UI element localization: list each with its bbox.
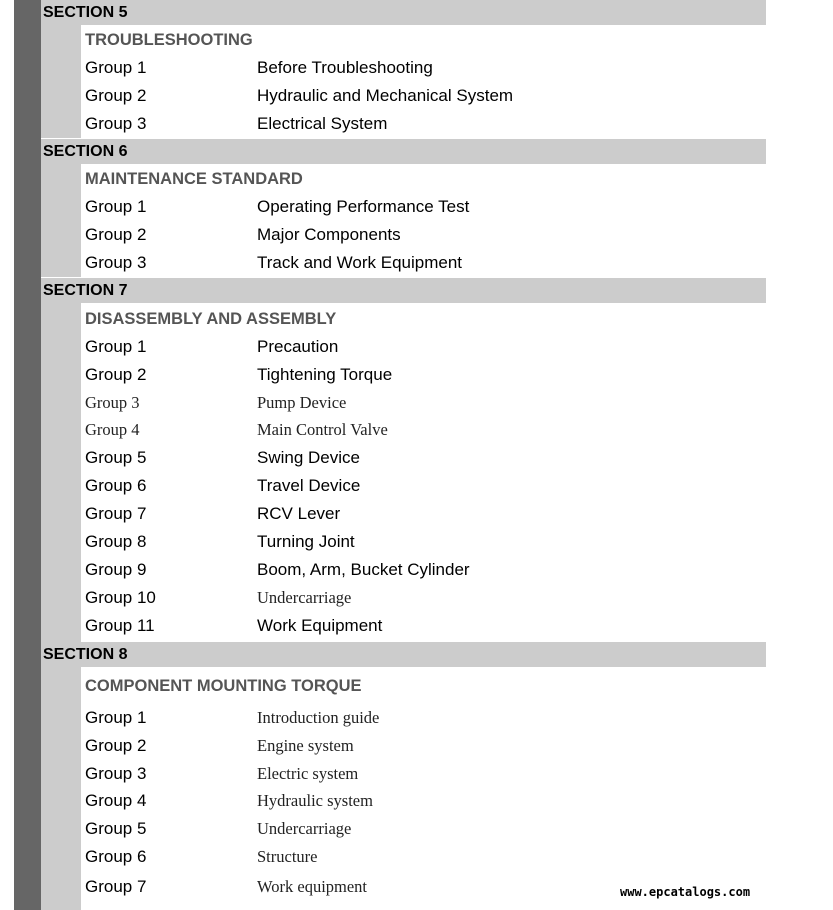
group-label: Group 7	[85, 877, 147, 896]
section-indent	[41, 667, 81, 910]
section-indent	[41, 25, 81, 138]
group-title: Main Control Valve	[257, 420, 388, 439]
group-title: RCV Lever	[257, 504, 341, 523]
group-title: Travel Device	[257, 476, 361, 495]
group-label: Group 10	[85, 588, 156, 607]
list-item	[85, 586, 685, 610]
group-label: Group 5	[85, 448, 147, 467]
section-header: SECTION 5	[41, 0, 766, 25]
list-item	[85, 734, 685, 758]
group-label: Group 1	[85, 58, 147, 77]
section-subtitle: DISASSEMBLY AND ASSEMBLY	[85, 310, 337, 328]
group-label: Group 11	[85, 616, 155, 635]
list-item	[85, 845, 685, 869]
list-item	[85, 614, 685, 638]
group-title: Work Equipment	[257, 616, 383, 635]
list-item	[85, 706, 685, 730]
list-item	[85, 195, 685, 219]
list-item	[85, 875, 685, 899]
group-title: Undercarriage	[257, 819, 352, 838]
group-title: Track and Work Equipment	[257, 253, 463, 272]
group-title: Swing Device	[257, 448, 360, 467]
group-label: Group 1	[85, 197, 147, 216]
group-label: Group 1	[85, 708, 147, 727]
section-header: SECTION 7	[41, 278, 766, 303]
group-label: Group 8	[85, 532, 147, 551]
section-subtitle: COMPONENT MOUNTING TORQUE	[85, 677, 362, 695]
group-title: Major Components	[257, 225, 401, 244]
group-label: Group 2	[85, 365, 147, 384]
group-label: Group 4	[85, 420, 140, 439]
group-label: Group 2	[85, 86, 147, 105]
watermark-text: www.epcatalogs.com	[620, 885, 751, 899]
list-item	[85, 251, 685, 275]
section-header: SECTION 6	[41, 139, 766, 164]
group-label: Group 7	[85, 504, 147, 523]
group-title: Precaution	[257, 337, 339, 356]
list-item	[85, 223, 685, 247]
list-item	[85, 112, 685, 136]
group-title: Operating Performance Test	[257, 197, 470, 216]
group-title: Turning Joint	[257, 532, 355, 551]
list-item	[85, 391, 685, 415]
group-title: Tightening Torque	[257, 365, 393, 384]
list-item	[85, 335, 685, 359]
group-title: Before Troubleshooting	[257, 58, 433, 77]
left-margin-bar	[14, 0, 41, 910]
section-indent	[41, 303, 81, 642]
group-title: Hydraulic and Mechanical System	[257, 86, 514, 105]
group-title: Undercarriage	[257, 588, 352, 607]
list-item	[85, 56, 685, 80]
list-item	[85, 363, 685, 387]
group-title: Engine system	[257, 736, 354, 755]
group-label: Group 3	[85, 393, 140, 412]
group-label: Group 9	[85, 560, 147, 579]
section-subtitle: TROUBLESHOOTING	[85, 31, 253, 49]
group-title: Introduction guide	[257, 708, 380, 727]
section-indent	[41, 164, 81, 277]
list-item	[85, 558, 685, 582]
group-label: Group 6	[85, 476, 147, 495]
group-label: Group 3	[85, 253, 147, 272]
list-item	[85, 530, 685, 554]
group-title: Boom, Arm, Bucket Cylinder	[257, 560, 470, 579]
group-label: Group 1	[85, 337, 147, 356]
section-header: SECTION 8	[41, 642, 766, 667]
list-item	[85, 502, 685, 526]
group-title: Pump Device	[257, 393, 347, 412]
group-title: Electric system	[257, 764, 359, 783]
group-title: Work equipment	[257, 877, 368, 896]
group-label: Group 2	[85, 225, 147, 244]
group-label: Group 5	[85, 819, 147, 838]
list-item	[85, 762, 685, 786]
list-item	[85, 474, 685, 498]
section-subtitle: MAINTENANCE STANDARD	[85, 170, 303, 188]
group-title: Hydraulic system	[257, 791, 373, 810]
list-item	[85, 446, 685, 470]
group-label: Group 4	[85, 791, 147, 810]
list-item	[85, 789, 685, 813]
group-label: Group 3	[85, 764, 147, 783]
group-label: Group 6	[85, 847, 147, 866]
list-item	[85, 817, 685, 841]
list-item	[85, 84, 685, 108]
group-title: Electrical System	[257, 114, 388, 133]
list-item	[85, 418, 685, 442]
group-label: Group 3	[85, 114, 147, 133]
group-label: Group 2	[85, 736, 147, 755]
group-title: Structure	[257, 847, 318, 866]
